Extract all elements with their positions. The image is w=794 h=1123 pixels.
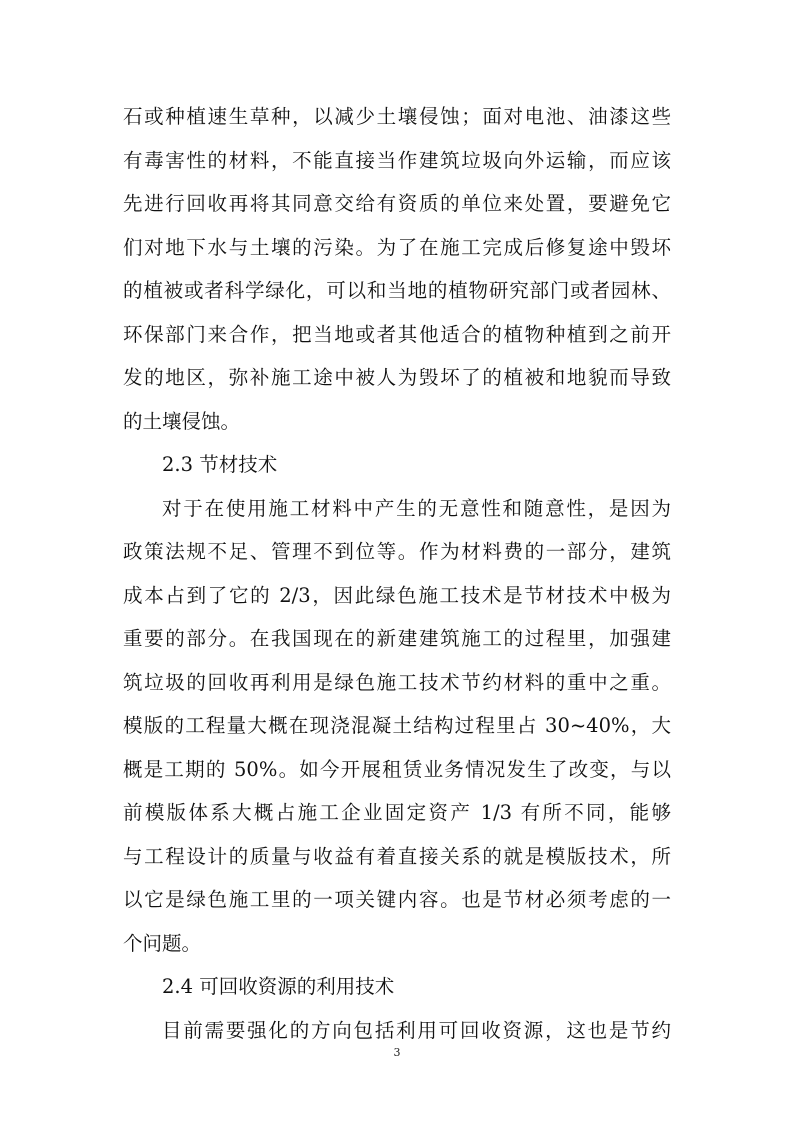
section-heading-2-4: 2.4 可回收资源的利用技术 — [162, 975, 395, 998]
paragraph-2-line-8: 前模版体系大概占施工企业固定资产 1/3 有所不同，能够 — [123, 801, 671, 824]
section-heading-2-3: 2.3 节材技术 — [162, 453, 278, 476]
paragraph-2-line-10: 以它是绿色施工里的一项关键内容。也是节材必须考虑的一 — [123, 888, 671, 911]
paragraph-3-line-1: 目前需要强化的方向包括利用可回收资源，这也是节约 — [162, 1019, 671, 1042]
paragraph-1-line-2: 有毒害性的材料，不能直接当作建筑垃圾向外运输，而应该 — [123, 149, 671, 172]
paragraph-1-line-8: 的土壤侵蚀。 — [123, 410, 241, 433]
paragraph-1-line-3: 先进行回收再将其同意交给有资质的单位来处置，要避免它 — [123, 192, 671, 215]
paragraph-1-line-7: 发的地区，弥补施工途中被人为毁坏了的植被和地貌而导致 — [123, 366, 671, 389]
paragraph-1-line-5: 的植被或者科学绿化，可以和当地的植物研究部门或者园林、 — [123, 279, 671, 302]
paragraph-2-line-3: 成本占到了它的 2/3，因此绿色施工技术是节材技术中极为 — [123, 584, 671, 607]
page-number: 3 — [393, 1046, 401, 1059]
paragraph-2-line-5: 筑垃圾的回收再利用是绿色施工技术节约材料的重中之重。 — [123, 671, 671, 694]
paragraph-2-line-1: 对于在使用施工材料中产生的无意性和随意性，是因为 — [162, 497, 671, 520]
paragraph-2-line-9: 与工程设计的质量与收益有着直接关系的就是模版技术，所 — [123, 845, 671, 868]
paragraph-2-line-11: 个问题。 — [123, 932, 202, 955]
paragraph-2-line-2: 政策法规不足、管理不到位等。作为材料费的一部分，建筑 — [123, 540, 671, 563]
paragraph-1-line-4: 们对地下水与土壤的污染。为了在施工完成后修复途中毁坏 — [123, 236, 671, 259]
paragraph-2-line-6: 模版的工程量大概在现浇混凝土结构过程里占 30~40%，大 — [123, 714, 671, 737]
paragraph-2-line-7: 概是工期的 50%。如今开展租赁业务情况发生了改变，与以 — [123, 758, 671, 781]
paragraph-2-line-4: 重要的部分。在我国现在的新建建筑施工的过程里，加强建 — [123, 627, 671, 650]
paragraph-1-line-1: 石或种植速生草种，以减少土壤侵蚀；面对电池、油漆这些 — [123, 105, 671, 128]
paragraph-1-line-6: 环保部门来合作，把当地或者其他适合的植物种植到之前开 — [123, 323, 671, 346]
